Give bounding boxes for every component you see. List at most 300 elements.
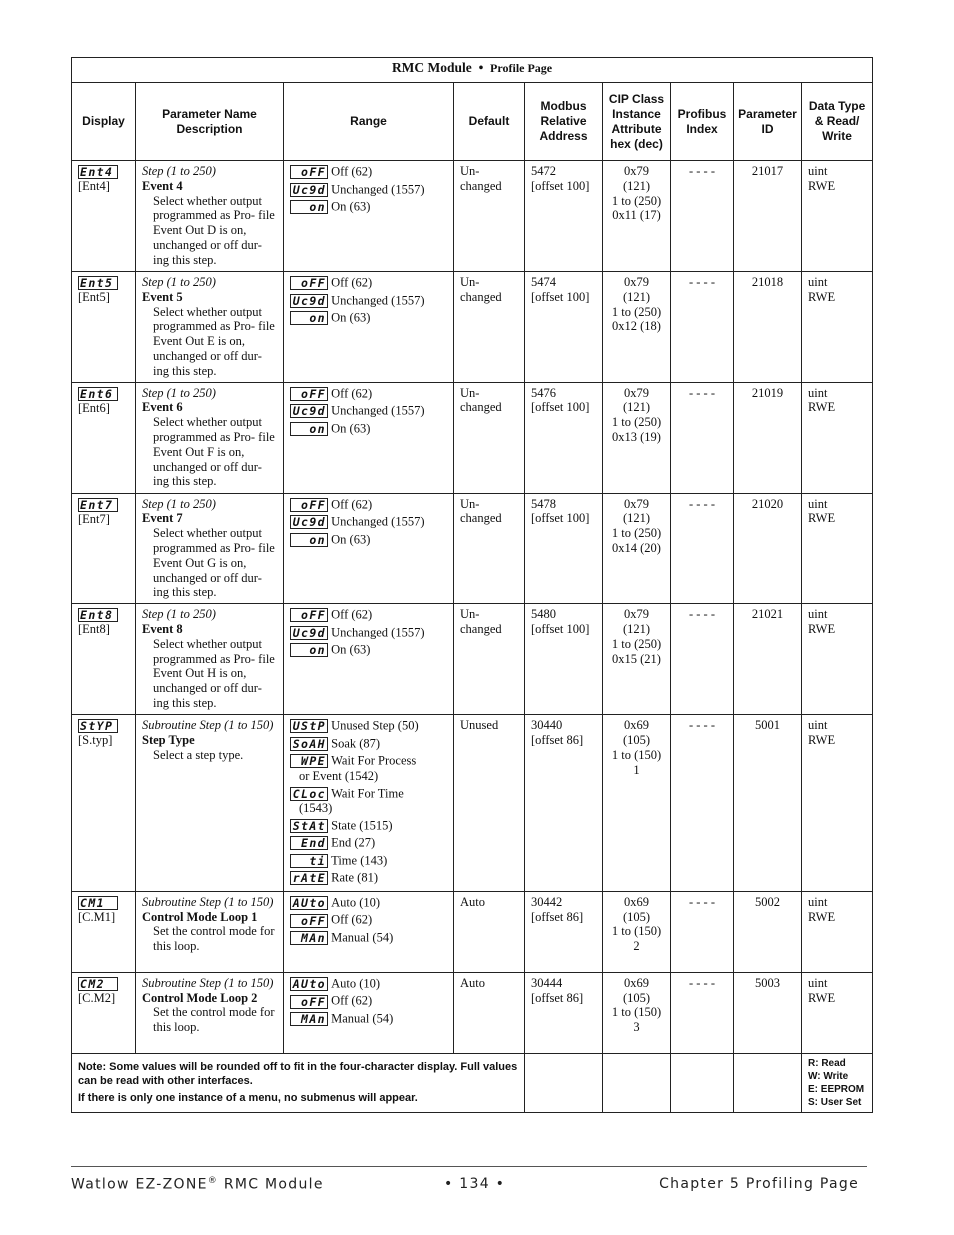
modbus-offset: [offset 86]	[531, 990, 584, 1005]
parameter-scope: Step (1 to 250)	[142, 607, 216, 622]
lcd-display-icon: StYP	[78, 719, 118, 733]
header-row	[72, 83, 873, 161]
header-modbus: Modbus Relative Address	[525, 83, 603, 161]
range-option-text: Wait For Time	[331, 786, 404, 801]
range-cell	[284, 382, 454, 493]
header-default: Default	[454, 83, 525, 161]
range-option	[290, 736, 447, 752]
cip-cell	[603, 493, 671, 604]
cip-line: 1 to (250)	[611, 193, 662, 208]
modbus-offset: [offset 100]	[531, 289, 590, 304]
cip-line: (121)	[622, 511, 651, 526]
display-cell	[72, 272, 136, 383]
range-option-text: On (63)	[331, 310, 371, 325]
data-type: uint	[808, 385, 828, 400]
default-cell: Unused	[454, 715, 525, 892]
legend-user-set: S: User Set	[808, 1096, 862, 1108]
display-code: [Ent6]	[78, 400, 110, 415]
footer-chapter: Chapter 5 Profiling Page	[659, 1176, 859, 1192]
modbus-offset: [offset 100]	[531, 621, 590, 636]
parameter-id-cell: 21018	[734, 272, 802, 383]
header-range: Range	[284, 83, 454, 161]
profibus-cell: - - - -	[671, 382, 734, 493]
cip-cell	[603, 161, 671, 272]
data-type-cell	[802, 891, 873, 972]
display-cell	[72, 891, 136, 972]
legend-read: R: Read	[808, 1057, 846, 1069]
data-type-cell	[802, 604, 873, 715]
range-option	[290, 275, 447, 291]
display-code: [C.M1]	[78, 910, 116, 924]
range-option	[290, 164, 447, 180]
header-data-type: Data Type & Read/ Write	[802, 83, 873, 161]
cip-line: (105)	[622, 732, 651, 747]
cip-line: (105)	[622, 909, 651, 924]
parameter-name: Event 4	[142, 178, 183, 193]
parameter-scope: Step (1 to 250)	[142, 385, 216, 400]
display-code: [Ent5]	[78, 290, 110, 305]
profibus-cell: - - - -	[671, 715, 734, 892]
modbus-offset: [offset 100]	[531, 178, 590, 193]
cip-line: 1	[633, 762, 640, 777]
range-option-text: Auto (10)	[331, 895, 381, 910]
table-row	[72, 891, 873, 972]
range-option-text: Wait For Process	[331, 753, 417, 768]
read-write: RWE	[808, 289, 836, 304]
parameter-name: Event 7	[142, 511, 183, 526]
read-write: RWE	[808, 990, 836, 1005]
range-option-text: Off (62)	[331, 164, 373, 179]
parameter-id-cell: 21017	[734, 161, 802, 272]
cip-line: 0x79	[624, 607, 649, 622]
range-cell	[284, 493, 454, 604]
parameter-table	[71, 57, 873, 1113]
default-cell: Un- changed	[454, 161, 525, 272]
parameter-name: Control Mode Loop 1	[142, 909, 258, 924]
cip-line: 0x79	[624, 164, 649, 178]
range-option	[290, 293, 447, 309]
parameter-scope: Subroutine Step (1 to 150)	[142, 975, 274, 990]
data-type-cell	[802, 382, 873, 493]
cip-cell	[603, 891, 671, 972]
lcd-option-icon: CLoc	[290, 787, 328, 801]
lcd-option-icon: Uc9d	[290, 515, 328, 529]
range-option	[290, 835, 447, 851]
lcd-display-icon: CM1	[78, 896, 118, 910]
cip-line: 0x69	[624, 894, 649, 909]
cip-line: 1 to (250)	[611, 526, 662, 541]
lcd-display-icon: Ent6	[78, 387, 118, 401]
cip-line: 1 to (250)	[611, 415, 662, 430]
cip-line: 1 to (150)	[611, 747, 662, 762]
range-option	[290, 818, 447, 834]
read-write: RWE	[808, 178, 836, 193]
display-code: [S.typ]	[78, 733, 113, 748]
lcd-option-icon: on	[290, 643, 328, 657]
display-code: [Ent4]	[78, 179, 110, 194]
range-option-text: On (63)	[331, 642, 371, 657]
range-option	[290, 625, 447, 641]
lcd-option-icon: AUto	[290, 896, 328, 910]
range-option-text: Off (62)	[331, 994, 373, 1009]
cip-line: (121)	[622, 289, 651, 304]
cip-line: 0x69	[624, 718, 649, 733]
lcd-option-icon: oFF	[290, 498, 328, 512]
header-parameter-id: Parameter ID	[734, 83, 802, 161]
header-profibus: Profibus Index	[671, 83, 734, 161]
cip-line: 2	[633, 939, 640, 954]
range-option	[290, 912, 447, 928]
table-row	[72, 272, 873, 383]
modbus-cell	[525, 604, 603, 715]
display-cell	[72, 161, 136, 272]
table-title-main: RMC Module	[391, 60, 472, 75]
data-type-cell	[802, 972, 873, 1053]
parameter-id-cell: 5001	[734, 715, 802, 892]
table-row	[72, 382, 873, 493]
parameter-name: Event 6	[142, 400, 183, 415]
modbus-address: 5476	[531, 385, 556, 400]
parameter-id-cell: 21020	[734, 493, 802, 604]
display-cell	[72, 715, 136, 892]
data-type: uint	[808, 275, 828, 289]
parameter-id-cell: 21019	[734, 382, 802, 493]
cip-line: 3	[633, 1020, 640, 1035]
range-cell	[284, 972, 454, 1053]
parameter-description: Select whether output programmed as Pro- file Event Out E is on, unchanged or off dur- ing this step.	[153, 304, 275, 378]
lcd-option-icon: StAt	[290, 819, 328, 833]
data-type: uint	[808, 894, 828, 909]
data-type-cell	[802, 493, 873, 604]
range-option	[290, 421, 447, 437]
note-line-1: Note: Some values will be rounded off to fit in the four-character display. Full values can be read with other interfaces.	[78, 1061, 518, 1088]
read-write: RWE	[808, 400, 836, 415]
range-option	[290, 870, 447, 886]
parameter-description: Select whether output programmed as Pro- file Event Out F is on, unchanged or off dur- ing this step.	[153, 415, 275, 489]
cip-line: 0x79	[624, 496, 649, 511]
parameter-name: Event 8	[142, 621, 183, 636]
parameter-cell	[136, 891, 284, 972]
parameter-name: Step Type	[142, 732, 195, 747]
lcd-option-icon: oFF	[290, 387, 328, 401]
default-cell: Auto	[454, 891, 525, 972]
default-cell: Un- changed	[454, 382, 525, 493]
table-row	[72, 161, 873, 272]
range-option	[290, 753, 447, 783]
range-option-text: Unchanged (1557)	[331, 182, 425, 197]
cip-line: 0x69	[624, 975, 649, 990]
range-option	[290, 642, 447, 658]
profibus-cell: - - - -	[671, 604, 734, 715]
range-option	[290, 993, 447, 1009]
range-option-text: State (1515)	[331, 818, 393, 833]
lcd-option-icon: End	[290, 836, 328, 850]
display-code: [Ent8]	[78, 622, 110, 637]
range-option	[290, 386, 447, 402]
range-option	[290, 514, 447, 530]
modbus-address: 5478	[531, 496, 556, 511]
range-cell	[284, 161, 454, 272]
parameter-cell	[136, 272, 284, 383]
data-type-cell	[802, 161, 873, 272]
lcd-option-icon: Uc9d	[290, 183, 328, 197]
cip-line: (121)	[622, 178, 651, 193]
footer-page-number: • 134 •	[444, 1176, 506, 1192]
modbus-cell	[525, 972, 603, 1053]
parameter-description: Select whether output programmed as Pro- file Event Out H is on, unchanged or off dur- ing this step.	[153, 636, 275, 710]
parameter-cell	[136, 604, 284, 715]
modbus-offset: [offset 86]	[531, 909, 584, 924]
lcd-option-icon: AUto	[290, 977, 328, 991]
lcd-option-icon: UStP	[290, 719, 328, 733]
range-option-text: Unchanged (1557)	[331, 403, 425, 418]
parameter-cell	[136, 493, 284, 604]
lcd-display-icon: CM2	[78, 977, 118, 991]
range-option-text: Off (62)	[331, 607, 373, 622]
modbus-cell	[525, 891, 603, 972]
profibus-cell: - - - -	[671, 272, 734, 383]
lcd-option-icon: oFF	[290, 608, 328, 622]
lcd-option-icon: Uc9d	[290, 404, 328, 418]
range-option-text: On (63)	[331, 532, 371, 547]
lcd-option-icon: SoAH	[290, 737, 328, 751]
modbus-address: 30440	[531, 718, 563, 733]
range-option-text: Off (62)	[331, 913, 373, 928]
parameter-scope: Subroutine Step (1 to 150)	[142, 718, 274, 733]
range-option	[290, 310, 447, 326]
profibus-cell: - - - -	[671, 891, 734, 972]
cip-line: 0x12 (18)	[612, 319, 661, 334]
range-option-continuation: or Event (1542)	[299, 768, 379, 783]
default-cell: Un- changed	[454, 493, 525, 604]
table-row	[72, 715, 873, 892]
lcd-option-icon: Uc9d	[290, 626, 328, 640]
display-cell	[72, 604, 136, 715]
parameter-cell	[136, 972, 284, 1053]
parameter-scope: Step (1 to 250)	[142, 164, 216, 178]
table-row	[72, 493, 873, 604]
modbus-address: 30442	[531, 894, 563, 909]
lcd-display-icon: Ent7	[78, 498, 118, 512]
range-cell	[284, 272, 454, 383]
data-type: uint	[808, 718, 828, 733]
header-parameter-name: Parameter Name Description	[136, 83, 284, 161]
modbus-address: 5480	[531, 607, 556, 622]
footer-product: Watlow EZ-ZONE® RMC Module	[71, 1176, 324, 1193]
cip-line: 0x13 (19)	[612, 429, 661, 444]
modbus-cell	[525, 161, 603, 272]
range-option-text: Soak (87)	[331, 736, 381, 751]
cip-cell	[603, 382, 671, 493]
modbus-address: 5474	[531, 275, 556, 289]
lcd-option-icon: rAtE	[290, 871, 328, 885]
data-type: uint	[808, 975, 828, 990]
parameter-scope: Step (1 to 250)	[142, 275, 216, 289]
cip-cell	[603, 715, 671, 892]
range-option-continuation: (1543)	[299, 801, 333, 816]
lcd-option-icon: oFF	[290, 995, 328, 1009]
modbus-cell	[525, 715, 603, 892]
parameter-scope: Step (1 to 250)	[142, 496, 216, 511]
parameter-description: Select whether output programmed as Pro- file Event Out G is on, unchanged or off dur- ing this step.	[153, 526, 275, 600]
range-cell	[284, 604, 454, 715]
range-option	[290, 976, 447, 992]
cip-line: (105)	[622, 990, 651, 1005]
range-option	[290, 199, 447, 215]
read-write: RWE	[808, 621, 836, 636]
lcd-display-icon: Ent8	[78, 608, 118, 622]
range-option-text: End (27)	[331, 836, 376, 851]
lcd-option-icon: MAn	[290, 931, 328, 945]
cip-line: 1 to (150)	[611, 924, 662, 939]
modbus-offset: [offset 86]	[531, 732, 584, 747]
cip-line: 1 to (250)	[611, 636, 662, 651]
cip-line: 1 to (250)	[611, 304, 662, 319]
range-option	[290, 182, 447, 198]
range-option	[290, 895, 447, 911]
parameter-description: Select whether output programmed as Pro- file Event Out D is on, unchanged or off dur- ing this step.	[153, 193, 275, 267]
lcd-option-icon: on	[290, 533, 328, 547]
legend-cell	[802, 1053, 873, 1112]
header-display: Display	[72, 83, 136, 161]
lcd-option-icon: on	[290, 200, 328, 214]
modbus-address: 30444	[531, 975, 563, 990]
range-option	[290, 1011, 447, 1027]
note-empty-2	[603, 1053, 671, 1112]
range-cell	[284, 715, 454, 892]
table-row	[72, 972, 873, 1053]
lcd-option-icon: oFF	[290, 276, 328, 290]
footer-rule	[71, 1166, 867, 1167]
profibus-cell: - - - -	[671, 493, 734, 604]
range-option	[290, 853, 447, 869]
parameter-scope: Subroutine Step (1 to 150)	[142, 894, 274, 909]
lcd-option-icon: Uc9d	[290, 294, 328, 308]
data-type-cell	[802, 715, 873, 892]
range-option-text: On (63)	[331, 421, 371, 436]
read-write: RWE	[808, 909, 836, 924]
range-option-text: Manual (54)	[331, 1011, 394, 1026]
display-cell	[72, 493, 136, 604]
table-title-sub: Profile Page	[490, 61, 553, 75]
lcd-option-icon: WPE	[290, 754, 328, 768]
modbus-cell	[525, 272, 603, 383]
parameter-name: Event 5	[142, 289, 183, 304]
range-option-text: Time (143)	[331, 853, 388, 868]
range-option-text: On (63)	[331, 199, 371, 214]
display-code: [Ent7]	[78, 511, 110, 526]
cip-line: (121)	[622, 621, 651, 636]
lcd-display-icon: Ent5	[78, 276, 118, 290]
modbus-offset: [offset 100]	[531, 400, 590, 415]
cip-line: 0x14 (20)	[612, 540, 661, 555]
modbus-address: 5472	[531, 164, 556, 178]
legend-write: W: Write	[808, 1070, 849, 1082]
cip-line: 0x15 (21)	[612, 651, 661, 666]
modbus-cell	[525, 382, 603, 493]
range-option	[290, 403, 447, 419]
parameter-id-cell: 5003	[734, 972, 802, 1053]
modbus-offset: [offset 100]	[531, 511, 590, 526]
cip-line: 0x79	[624, 275, 649, 289]
range-option	[290, 497, 447, 513]
note-row	[72, 1053, 873, 1112]
cip-line: 0x11 (17)	[612, 208, 661, 223]
range-option-text: Unchanged (1557)	[331, 293, 425, 308]
read-write: RWE	[808, 511, 836, 526]
cip-line: 1 to (150)	[611, 1005, 662, 1020]
data-type: uint	[808, 607, 828, 622]
parameter-id-cell: 21021	[734, 604, 802, 715]
cip-line: 0x79	[624, 385, 649, 400]
range-option-text: Unchanged (1557)	[331, 625, 425, 640]
range-option	[290, 532, 447, 548]
lcd-option-icon: oFF	[290, 165, 328, 179]
range-option-text: Off (62)	[331, 275, 373, 290]
range-option-text: Off (62)	[331, 386, 373, 401]
lcd-option-icon: on	[290, 311, 328, 325]
range-cell	[284, 891, 454, 972]
data-type: uint	[808, 496, 828, 511]
range-option	[290, 718, 447, 734]
lcd-option-icon: oFF	[290, 914, 328, 928]
lcd-option-icon: MAn	[290, 1012, 328, 1026]
table-row	[72, 604, 873, 715]
parameter-cell	[136, 161, 284, 272]
parameter-name: Control Mode Loop 2	[142, 990, 258, 1005]
default-cell: Auto	[454, 972, 525, 1053]
data-type-cell	[802, 272, 873, 383]
parameter-description: Select a step type.	[153, 747, 244, 762]
table-title	[72, 58, 873, 83]
range-option-text: Rate (81)	[331, 871, 378, 886]
range-option	[290, 607, 447, 623]
note-empty-4	[734, 1053, 802, 1112]
parameter-cell	[136, 382, 284, 493]
range-option-text: Unused Step (50)	[331, 718, 419, 733]
title-bullet: •	[478, 60, 484, 75]
data-type: uint	[808, 164, 828, 178]
default-cell: Un- changed	[454, 604, 525, 715]
default-cell: Un- changed	[454, 272, 525, 383]
cip-cell	[603, 604, 671, 715]
modbus-cell	[525, 493, 603, 604]
parameter-description: Set the control mode for this loop.	[153, 924, 275, 954]
range-option	[290, 786, 447, 816]
registered-mark: ®	[207, 1176, 219, 1186]
read-write: RWE	[808, 732, 836, 747]
legend-eeprom: E: EEPROM	[808, 1083, 865, 1095]
cip-cell	[603, 972, 671, 1053]
lcd-option-icon: on	[290, 422, 328, 436]
profibus-cell: - - - -	[671, 972, 734, 1053]
lcd-display-icon: Ent4	[78, 165, 118, 179]
note-line-2: If there is only one instance of a menu, no submenus will appear.	[78, 1092, 418, 1105]
parameter-id-cell: 5002	[734, 891, 802, 972]
display-cell	[72, 382, 136, 493]
range-option	[290, 930, 447, 946]
parameter-cell	[136, 715, 284, 892]
range-option-text: Unchanged (1557)	[331, 514, 425, 529]
note-empty-1	[525, 1053, 603, 1112]
lcd-option-icon: ti	[290, 854, 328, 868]
note-empty-3	[671, 1053, 734, 1112]
parameter-description: Set the control mode for this loop.	[153, 1005, 275, 1035]
note-cell	[72, 1053, 525, 1112]
profibus-cell: - - - -	[671, 161, 734, 272]
range-option-text: Off (62)	[331, 497, 373, 512]
display-code: [C.M2]	[78, 991, 116, 1005]
